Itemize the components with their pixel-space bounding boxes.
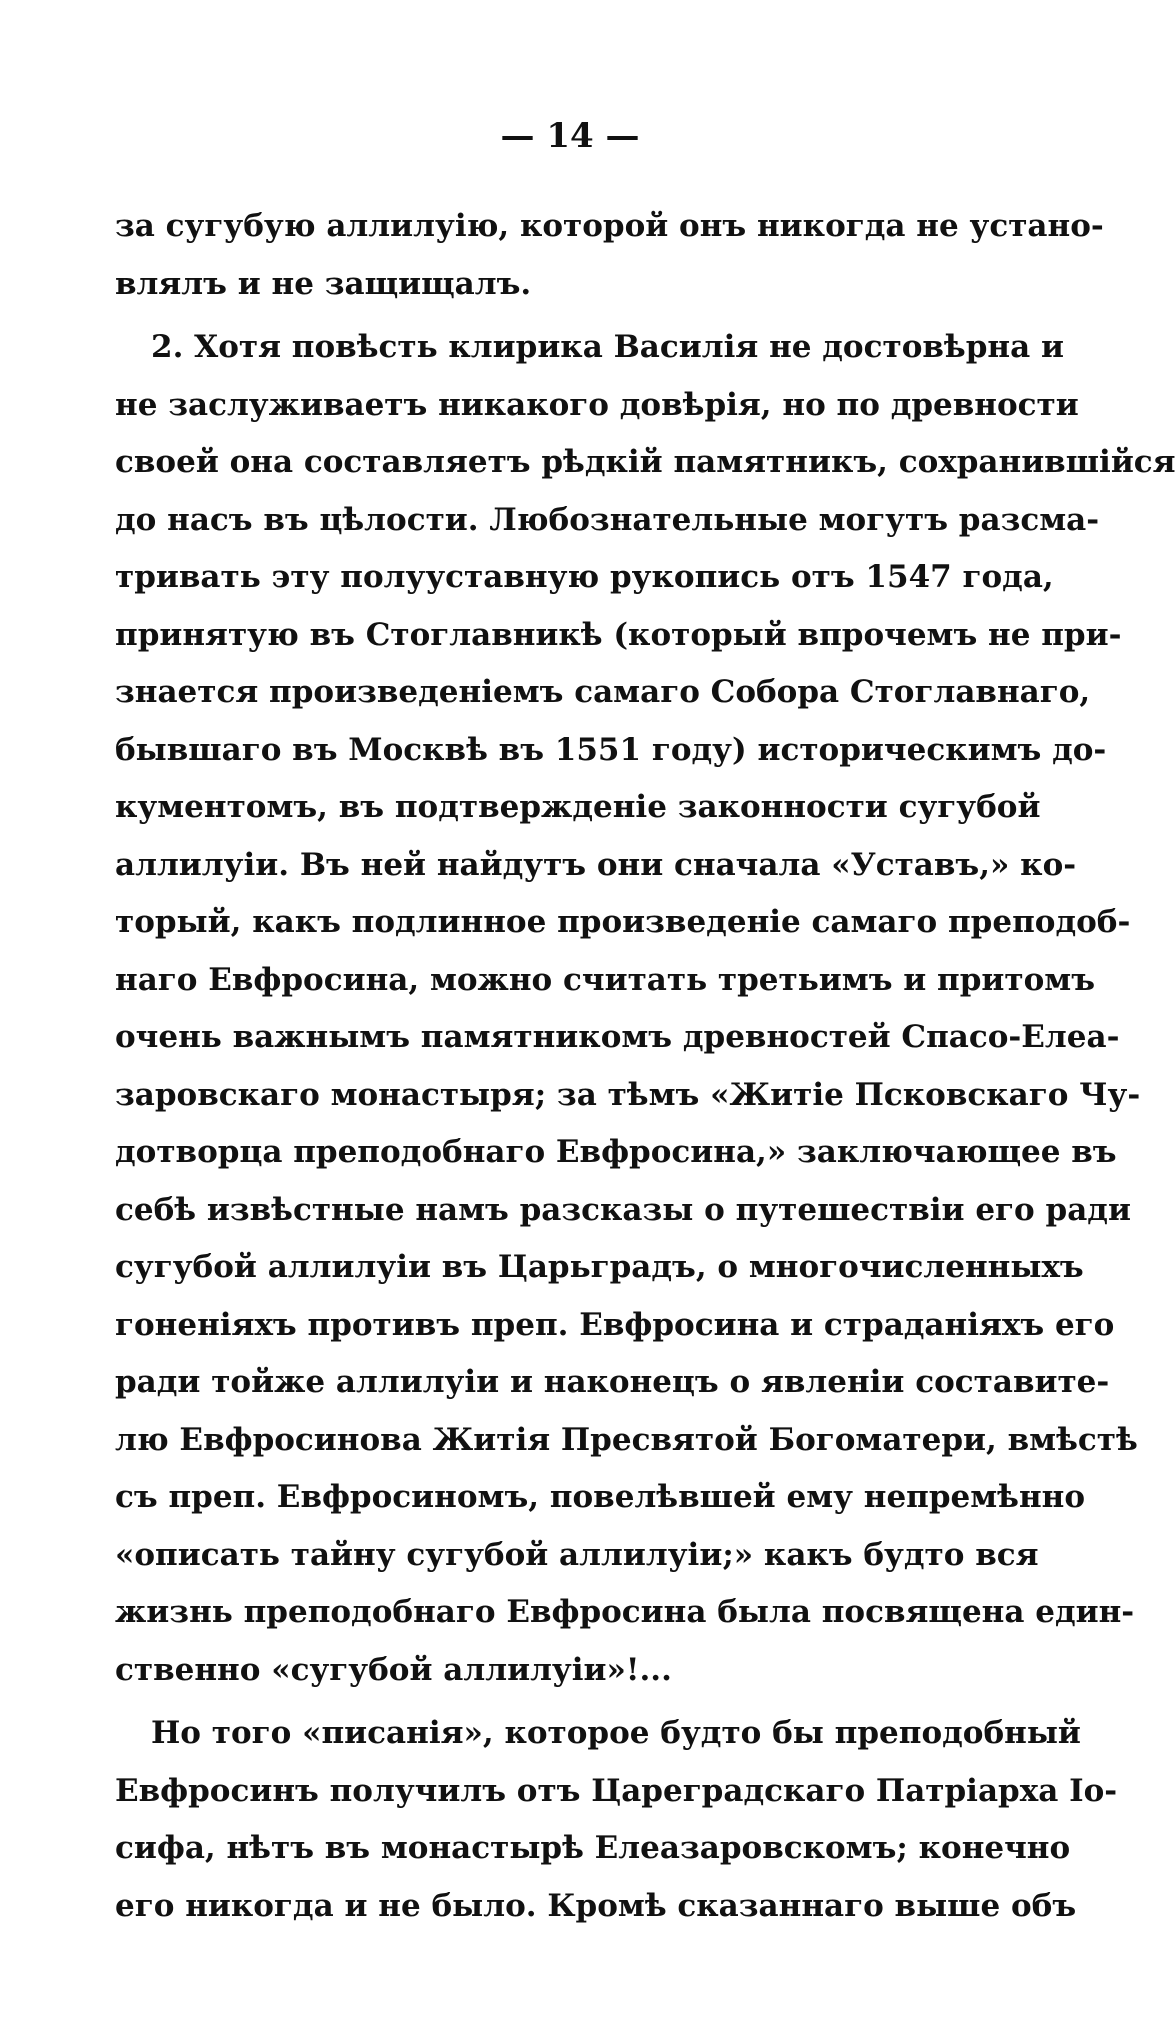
text-line: своей она составляетъ рѣдкій памятникъ, сохранившійся	[115, 444, 1176, 480]
text-line: сифа, нѣтъ въ монастырѣ Елеазаровскомъ; конечно	[115, 1830, 1071, 1866]
paragraph	[115, 1705, 1118, 1935]
text-line: кументомъ, въ подтвержденіе законности сугубой	[115, 789, 1041, 825]
text-line: тривать эту полууставную рукопись отъ 1547 года,	[115, 559, 1054, 595]
text-line: Но того «писанія», которое будто бы преподобный	[151, 1715, 1081, 1751]
text-line: за сугубую аллилуію, которой онъ никогда не устано-	[115, 208, 1104, 244]
text-line: «описать тайну сугубой аллилуіи;» какъ будто вся	[115, 1536, 1039, 1573]
text-line: сугубой аллилуіи въ Царьградъ, о многочисленныхъ	[115, 1249, 1084, 1285]
text-line: лю Евфросинова Житія Пресвятой Богоматери, вмѣстѣ	[115, 1421, 1138, 1458]
text-line: дотворца преподобнаго Евфросина,» заключающее въ	[115, 1134, 1117, 1170]
text-line: до насъ въ цѣлости. Любознательные могутъ разсма-	[115, 501, 1100, 538]
text-line: Евфросинъ получилъ отъ Цареградскаго Патріарха Іо-	[115, 1772, 1118, 1809]
text-line: влялъ и не защищалъ.	[115, 265, 532, 302]
text-line: его никогда и не было. Кромѣ сказаннаго выше объ	[115, 1887, 1077, 1924]
text-line: бывшаго въ Москвѣ въ 1551 году) историческимъ до-	[115, 731, 1107, 768]
text-line: гоненіяхъ противъ преп. Евфросина и страданіяхъ его	[115, 1306, 1115, 1343]
text-line: наго Евфросина, можно считать третьимъ и притомъ	[115, 961, 1095, 998]
text-line: жизнь преподобнаго Евфросина была посвящена един-	[115, 1594, 1135, 1630]
text-line: себѣ извѣстные намъ разсказы о путешествіи его ради	[115, 1191, 1131, 1228]
paragraph	[115, 198, 1104, 313]
text-line: знается произведеніемъ самаго Собора Стоглавнаго,	[115, 674, 1091, 710]
text-line: аллилуіи. Въ ней найдутъ они сначала «Уставъ,» ко-	[115, 846, 1077, 883]
body-text	[115, 198, 1176, 1935]
text-line: заровскаго монастыря; за тѣмъ «Житіе Псковскаго Чу-	[115, 1076, 1141, 1113]
page-number: — 14 —	[500, 116, 640, 156]
text-line: съ преп. Евфросиномъ, повелѣвшей ему непремѣнно	[115, 1479, 1086, 1515]
text-line: торый, какъ подлинное произведеніе самаго преподоб-	[115, 904, 1131, 940]
text-line: ственно «сугубой аллилуіи»!...	[115, 1651, 672, 1688]
text-line: не заслуживаетъ никакого довѣрія, но по древности	[115, 386, 1079, 423]
text-line: 2. Хотя повѣсть клирика Василія не достовѣрна и	[151, 329, 1064, 365]
text-line: ради тойже аллилуіи и наконецъ о явленіи составите-	[115, 1364, 1110, 1400]
paragraph	[115, 319, 1176, 1699]
text-line: принятую въ Стоглавникѣ (который впрочемъ не при-	[115, 616, 1122, 653]
text-line: очень важнымъ памятникомъ древностей Спасо-Елеа-	[115, 1019, 1120, 1055]
